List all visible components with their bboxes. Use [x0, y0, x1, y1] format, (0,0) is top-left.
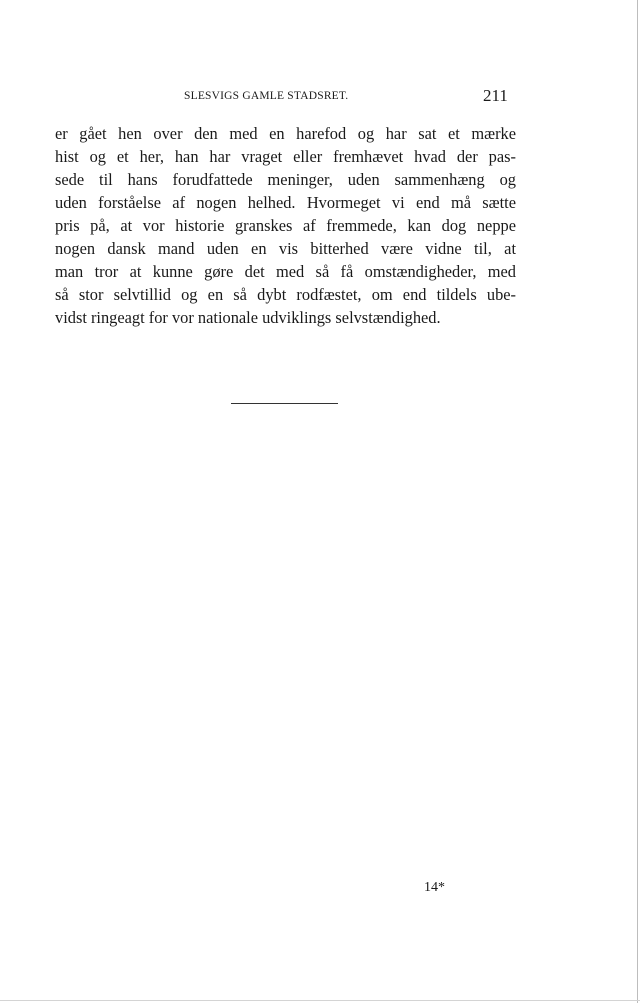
running-title: SLESVIGS GAMLE STADSRET. — [184, 90, 349, 102]
text-line: nogen dansk mand uden en vis bitterhed være vidne til, at — [55, 239, 516, 258]
page-edge-bottom — [0, 1000, 640, 1001]
text-line: uden forståelse af nogen helhed. Hvormeget vi end må sætte — [55, 193, 516, 212]
text-line: hist og et her, han har vraget eller fremhævet hvad der pas- — [55, 147, 516, 166]
text-line: man tror at kunne gøre det med så få omstændigheder, med — [55, 262, 516, 281]
body-text — [55, 122, 516, 329]
signature-mark: 14* — [424, 880, 445, 895]
text-line: vidst ringeagt for vor nationale udviklings selvstændighed. — [55, 308, 441, 327]
text-line: er gået hen over den med en harefod og har sat et mærke — [55, 124, 516, 143]
text-line: så stor selvtillid og en så dybt rodfæstet, om end tildels ube- — [55, 285, 516, 304]
page-edge-right — [637, 0, 638, 1003]
text-line: sede til hans forudfattede meninger, uden sammenhæng og — [55, 170, 516, 189]
text-line: pris på, at vor historie granskes af fremmede, kan dog neppe — [55, 216, 516, 235]
section-divider — [231, 403, 338, 404]
page-number: 211 — [483, 86, 508, 105]
